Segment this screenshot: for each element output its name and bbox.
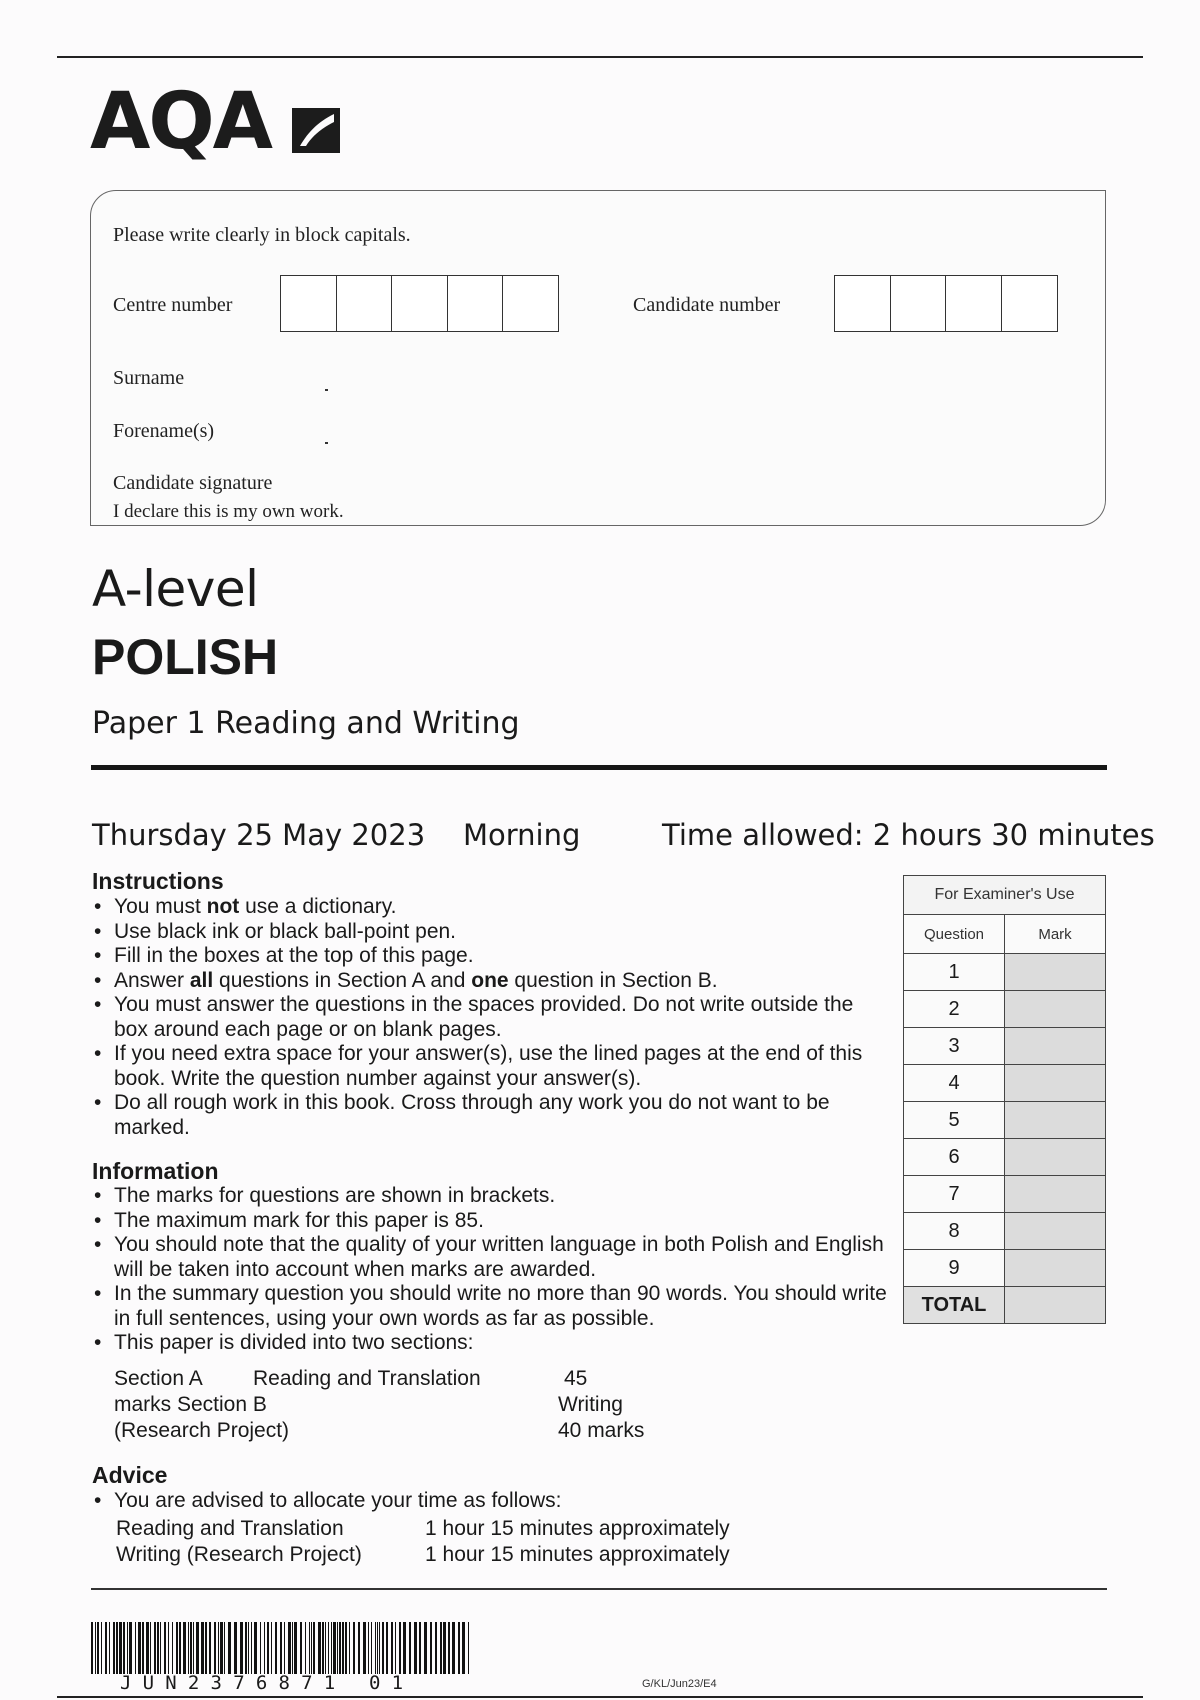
section-row3-left: (Research Project)	[114, 1419, 290, 1442]
barcode-bar	[127, 1622, 128, 1674]
barcode-bar	[333, 1622, 336, 1674]
barcode-bar	[113, 1622, 115, 1674]
mark-cell	[1005, 1250, 1106, 1287]
barcode-bar	[164, 1622, 166, 1674]
barcode-text: JUN2376871 01	[120, 1672, 415, 1694]
barcode-bar	[391, 1622, 393, 1674]
question-number: 1	[904, 954, 1005, 991]
barcode-bar	[123, 1622, 125, 1674]
instructions-heading: Instructions	[92, 868, 224, 894]
barcode-bar	[318, 1622, 321, 1674]
advice-time: 1 hour 15 minutes approximately	[425, 1517, 730, 1540]
section-a-marks: 45	[564, 1367, 588, 1390]
list-item: • Use black ink or black ball-point pen.	[92, 920, 892, 945]
centre-number-digit-box[interactable]	[447, 275, 504, 332]
total-label: TOTAL	[904, 1287, 1005, 1324]
barcode-bar	[154, 1622, 156, 1674]
advice-task: Writing (Research Project)	[116, 1543, 362, 1566]
mark-cell	[1005, 1213, 1106, 1250]
barcode-bar	[129, 1622, 132, 1674]
barcode-bar	[305, 1622, 306, 1674]
candidate-number-label: Candidate number	[633, 294, 781, 316]
barcode-bar	[458, 1622, 460, 1674]
barcode-bar	[138, 1622, 141, 1674]
centre-number-digit-box[interactable]	[280, 275, 337, 332]
question-number: 7	[904, 1176, 1005, 1213]
examiner-use-table	[903, 875, 1106, 1324]
barcode-bar	[414, 1622, 417, 1674]
barcode-bar	[337, 1622, 338, 1674]
barcode-bar	[209, 1622, 211, 1674]
barcode-bar	[430, 1622, 432, 1674]
question-number: 4	[904, 1065, 1005, 1102]
paper-reference: G/KL/Jun23/E4	[642, 1678, 717, 1690]
barcode-bar	[440, 1622, 442, 1674]
examiner-table-title: For Examiner's Use	[904, 876, 1106, 915]
barcode-bar	[368, 1622, 369, 1674]
barcode-bar	[435, 1622, 437, 1674]
barcode-bar	[264, 1622, 265, 1674]
barcode-bar	[371, 1622, 372, 1674]
section-a-name: Reading and Translation	[253, 1367, 481, 1390]
barcode-bar	[375, 1622, 376, 1674]
barcode	[91, 1622, 475, 1674]
barcode-bar	[443, 1622, 446, 1674]
barcode-bar	[168, 1622, 169, 1674]
centre-number-digit-box[interactable]	[336, 275, 393, 332]
barcode-bar	[101, 1622, 102, 1674]
barcode-bar	[377, 1622, 378, 1674]
barcode-bar	[196, 1622, 199, 1674]
barcode-bar	[188, 1622, 189, 1674]
barcode-bar	[150, 1622, 151, 1674]
centre-number-label: Centre number	[113, 294, 233, 316]
list-item: • You should note that the quality of your written language in both Polish and English will be taken into account when marks are awarded.	[92, 1233, 892, 1282]
mark-cell	[1005, 1028, 1106, 1065]
barcode-bar	[300, 1622, 302, 1674]
exam-session: Morning	[463, 818, 581, 852]
barcode-bar	[142, 1622, 144, 1674]
candidate-number-digit-box[interactable]	[1001, 275, 1058, 332]
forenames-label: Forename(s)	[113, 420, 215, 442]
barcode-bar	[205, 1622, 207, 1674]
advice-heading: Advice	[92, 1462, 168, 1488]
barcode-bar	[325, 1622, 326, 1674]
list-item: • The maximum mark for this paper is 85.	[92, 1209, 892, 1234]
barcode-bar	[91, 1622, 93, 1674]
forenames-field[interactable]	[325, 442, 328, 444]
barcode-bar	[342, 1622, 344, 1674]
title-divider	[91, 765, 1107, 770]
centre-number-digit-box[interactable]	[391, 275, 448, 332]
barcode-bar	[424, 1622, 427, 1674]
advice-list	[92, 1489, 892, 1514]
barcode-bar	[462, 1622, 465, 1674]
barcode-bar	[135, 1622, 136, 1674]
barcode-bar	[288, 1622, 291, 1674]
top-rule	[57, 56, 1143, 58]
barcode-bar	[271, 1622, 272, 1674]
logo-text: AQA	[90, 77, 272, 167]
barcode-bar	[116, 1622, 118, 1674]
question-number: 3	[904, 1028, 1005, 1065]
mark-cell	[1005, 1065, 1106, 1102]
barcode-bar	[179, 1622, 181, 1674]
barcode-bar	[157, 1622, 159, 1674]
candidate-number-digit-box[interactable]	[834, 275, 891, 332]
barcode-bar	[248, 1622, 249, 1674]
advice-task: Reading and Translation	[116, 1517, 344, 1540]
barcode-bar	[214, 1622, 216, 1674]
exam-date: Thursday 25 May 2023	[92, 818, 426, 852]
list-item: • If you need extra space for your answer(s), use the lined pages at the end of this book. Write the question number against your answer(s).	[92, 1042, 892, 1091]
barcode-bar	[386, 1622, 388, 1674]
barcode-bar	[97, 1622, 99, 1674]
list-item: • This paper is divided into two sections:	[92, 1331, 892, 1356]
barcode-bar	[146, 1622, 149, 1674]
qualification-level: A-level	[92, 560, 259, 618]
question-number: 6	[904, 1139, 1005, 1176]
bottom-rule	[57, 1696, 1143, 1698]
barcode-bar	[201, 1622, 204, 1674]
section-b-name: Writing	[558, 1393, 623, 1416]
list-item: • You are advised to allocate your time as follows:	[92, 1489, 892, 1514]
subject-title: POLISH	[92, 629, 279, 685]
mark-column-header: Mark	[1005, 915, 1106, 954]
declaration-text: I declare this is my own work.	[113, 501, 344, 522]
candidate-number-digit-box[interactable]	[890, 275, 947, 332]
barcode-bar	[468, 1622, 469, 1674]
list-item: • Do all rough work in this book. Cross through any work you do not want to be marked.	[92, 1091, 892, 1140]
barcode-bar	[228, 1622, 231, 1674]
barcode-bar	[309, 1622, 310, 1674]
barcode-bar	[260, 1622, 261, 1674]
candidate-number-digit-box[interactable]	[945, 275, 1002, 332]
list-item: • Answer all questions in Section A and one question in Section B.	[92, 969, 892, 994]
question-number: 5	[904, 1102, 1005, 1139]
barcode-bar	[448, 1622, 450, 1674]
mark-cell	[1005, 1102, 1106, 1139]
list-item: • Fill in the boxes at the top of this page.	[92, 944, 892, 969]
barcode-bar	[363, 1622, 366, 1674]
footer-divider	[91, 1588, 1107, 1590]
surname-label: Surname	[113, 367, 185, 389]
question-column-header: Question	[904, 915, 1005, 954]
barcode-bar	[409, 1622, 411, 1674]
list-item: • In the summary question you should write no more than 90 words. You should write in full sentences, using your own words as far as possible.	[92, 1282, 892, 1331]
barcode-bar	[160, 1622, 161, 1674]
barcode-bar	[328, 1622, 329, 1674]
barcode-bar	[419, 1622, 421, 1674]
barcode-bar	[105, 1622, 107, 1674]
candidate-number-boxes	[834, 275, 1058, 332]
question-number: 8	[904, 1213, 1005, 1250]
barcode-bar	[322, 1622, 324, 1674]
question-number: 9	[904, 1250, 1005, 1287]
barcode-bar	[395, 1622, 396, 1674]
section-a-label: Section A	[114, 1367, 203, 1390]
barcode-bar	[379, 1622, 380, 1674]
barcode-bar	[311, 1622, 312, 1674]
barcode-bar	[382, 1622, 384, 1674]
block-capitals-instruction: Please write clearly in block capitals.	[113, 224, 411, 246]
aqa-logo-mark-icon	[288, 102, 345, 159]
mark-cell	[1005, 954, 1106, 991]
signature-label: Candidate signature	[113, 472, 273, 494]
section-b-marks: 40 marks	[558, 1419, 645, 1442]
list-item: • The marks for questions are shown in brackets.	[92, 1184, 892, 1209]
barcode-bar	[292, 1622, 293, 1674]
instructions-list	[92, 895, 892, 1140]
time-allowed: Time allowed: 2 hours 30 minutes	[662, 818, 1155, 852]
section-row2-left: marks Section B	[114, 1393, 267, 1416]
barcode-bar	[193, 1622, 194, 1674]
information-list	[92, 1184, 892, 1356]
barcode-bar	[119, 1622, 122, 1674]
barcode-bar	[331, 1622, 332, 1674]
barcode-bar	[218, 1622, 219, 1674]
surname-field[interactable]	[325, 389, 328, 391]
list-item: • You must not use a dictionary.	[92, 895, 892, 920]
barcode-bar	[358, 1622, 360, 1674]
barcode-bar	[240, 1622, 243, 1674]
information-heading: Information	[92, 1158, 219, 1184]
barcode-bar	[254, 1622, 257, 1674]
barcode-bar	[345, 1622, 347, 1674]
barcode-bar	[275, 1622, 277, 1674]
question-number: 2	[904, 991, 1005, 1028]
barcode-bar	[349, 1622, 350, 1674]
advice-time: 1 hour 15 minutes approximately	[425, 1543, 730, 1566]
barcode-bar	[452, 1622, 455, 1674]
barcode-bar	[399, 1622, 401, 1674]
barcode-bar	[190, 1622, 192, 1674]
barcode-bar	[353, 1622, 355, 1674]
aqa-logo	[90, 77, 360, 167]
barcode-bar	[251, 1622, 252, 1674]
barcode-bar	[403, 1622, 406, 1674]
mark-cell	[1005, 1139, 1106, 1176]
barcode-bar	[183, 1622, 186, 1674]
centre-number-boxes	[280, 275, 559, 332]
barcode-bar	[176, 1622, 178, 1674]
list-item: • You must answer the questions in the spaces provided. Do not write outside the box around each page or on blank pages.	[92, 993, 892, 1042]
barcode-bar	[294, 1622, 297, 1674]
mark-cell	[1005, 1176, 1106, 1213]
barcode-bar	[234, 1622, 237, 1674]
barcode-bar	[220, 1622, 223, 1674]
barcode-bar	[267, 1622, 269, 1674]
barcode-bar	[172, 1622, 173, 1674]
barcode-bar	[280, 1622, 282, 1674]
barcode-bar	[95, 1622, 96, 1674]
barcode-bar	[224, 1622, 225, 1674]
barcode-bar	[109, 1622, 110, 1674]
barcode-bar	[313, 1622, 315, 1674]
barcode-bar	[284, 1622, 285, 1674]
barcode-bar	[245, 1622, 247, 1674]
barcode-bar	[339, 1622, 341, 1674]
mark-cell	[1005, 991, 1106, 1028]
total-mark-cell	[1005, 1287, 1106, 1324]
paper-title: Paper 1 Reading and Writing	[92, 706, 520, 741]
centre-number-digit-box[interactable]	[502, 275, 559, 332]
